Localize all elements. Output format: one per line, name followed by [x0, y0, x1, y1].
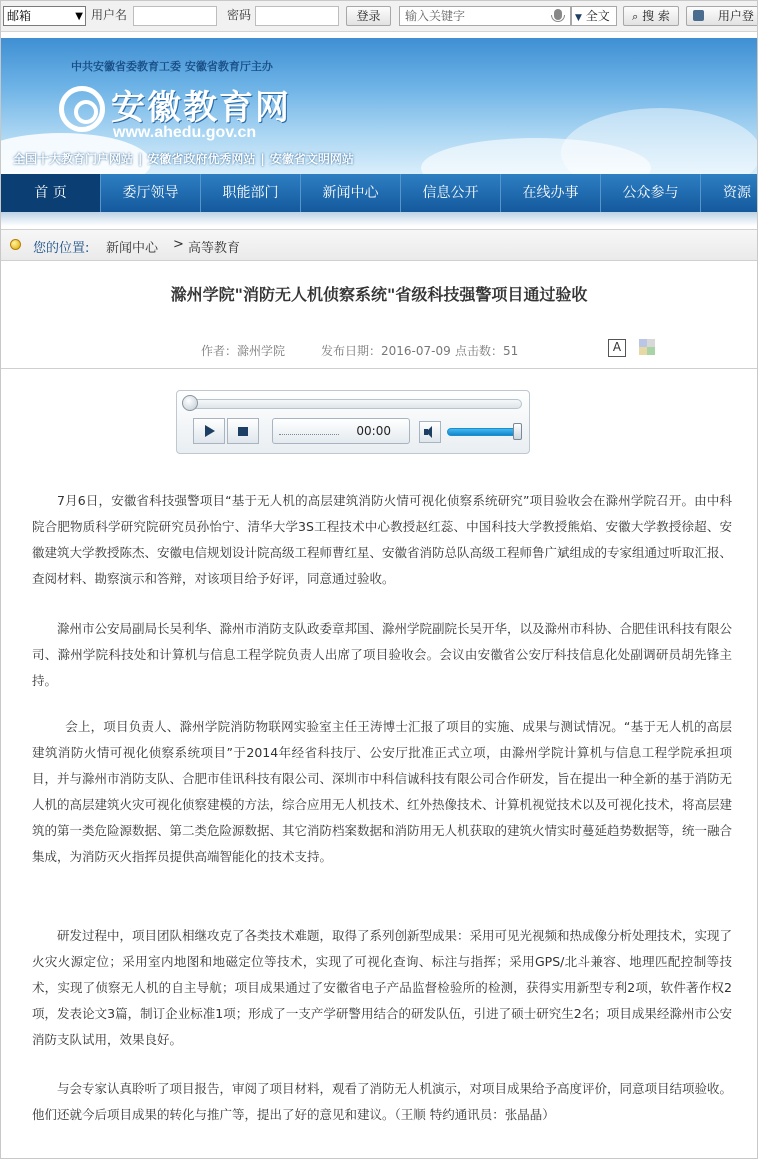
- breadcrumb-link-news[interactable]: 新闻中心: [106, 241, 159, 256]
- color-swatch: [647, 339, 655, 347]
- color-swatch: [639, 347, 647, 355]
- award-separator: |: [260, 152, 265, 166]
- time-display: [272, 418, 410, 444]
- user-icon: [693, 10, 704, 21]
- nav-item-online-services[interactable]: 在线办事: [501, 174, 601, 212]
- user-login-button[interactable]: [686, 6, 758, 26]
- dropdown-arrow-icon: ▼: [75, 11, 83, 22]
- article-paragraph: [32, 1076, 732, 1128]
- paragraph-text: 与会专家认真聆听了项目报告，审阅了项目材料，观看了消防无人机演示，对项目成果给予高度评价，同意项目结项验收。他们还就今后项目成果的转化与推广等，提出了好的意见和建议。（王顺 特约通讯员：张晶晶）: [32, 1081, 733, 1122]
- scope-select-value: 全文: [585, 9, 610, 23]
- dropdown-arrow-icon: ▼: [575, 13, 582, 23]
- article-paragraph: [32, 714, 732, 870]
- username-label: 用户名: [91, 8, 128, 22]
- award-list: [13, 150, 354, 167]
- site-banner: [1, 38, 757, 174]
- play-button[interactable]: [193, 418, 225, 444]
- nav-item-departments[interactable]: 职能部门: [201, 174, 301, 212]
- scope-select[interactable]: [571, 6, 617, 26]
- logo-text: 安徽教育网: [111, 88, 291, 128]
- progress-dots: [279, 434, 339, 435]
- stop-icon: [238, 427, 248, 436]
- article-date: 发布日期：2016-07-09: [321, 344, 451, 358]
- paragraph-text: 会上，项目负责人、滁州学院消防物联网实验室主任王涛博士汇报了项目的实施、成果与测试情况。“基于无人机的高层建筑消防火情可视化侦察系统项目”于2014年经省科技厅、公安厅批准正式立项，由滁州学院计算机与信息工程学院承担项目，并与滁州市消防支队、合肥市佳讯科技有限公司、深圳市中科信诚科技有限公司合作研发，旨在提出一种全新的基于消防无人机的高层建筑火灾可视化侦察建模的方法，综合应用无人机技术、红外热像技术、计算机视觉技术以及可视化技术，将高层建筑的第一类危险源数据、第二类危险源数据、其它消防档案数据和消防用无人机获取的建筑火情实时蔓延趋势数据等，统一融合集成，为消防灭火指挥员提供高端智能化的技术支持。: [32, 719, 733, 864]
- microphone-icon[interactable]: [554, 9, 562, 20]
- color-swatch: [639, 339, 647, 347]
- login-button[interactable]: 登录: [346, 6, 391, 26]
- play-icon: [205, 425, 215, 437]
- search-button-label: 搜 索: [642, 9, 670, 23]
- award-separator: |: [138, 152, 143, 166]
- audio-player: [176, 390, 530, 454]
- breadcrumb: [1, 229, 757, 261]
- article-clicks: 点击数：51: [455, 344, 519, 358]
- award-item: 全国十大教育门户网站: [13, 152, 134, 166]
- nav-item-participation[interactable]: 公众参与: [601, 174, 701, 212]
- mail-select-value: 邮箱: [7, 9, 32, 23]
- nav-item-leaders[interactable]: 委厅领导: [101, 174, 201, 212]
- paragraph-text: 滁州市公安局副局长吴利华、滁州市消防支队政委章邦国、滁州学院副院长吴开华，以及滁州市科协、合肥佳讯科技有限公司、滁州学院科技处和计算机与信息工程学院负责人出席了项目验收会。会议由安徽省公安厅科技信息化处副调研员胡先锋主持。: [32, 621, 733, 688]
- article-title: 滁州学院"消防无人机侦察系统"省级科技强警项目通过验收: [170, 285, 588, 304]
- search-placeholder: 输入关键字: [405, 9, 466, 23]
- font-size-icon[interactable]: A: [608, 339, 626, 357]
- volume-slider[interactable]: [447, 428, 521, 436]
- nav-item-news[interactable]: 新闻中心: [301, 174, 401, 212]
- article-paragraph: [32, 923, 732, 1053]
- password-label: 密码: [227, 8, 252, 22]
- logo-e-icon: [59, 86, 105, 132]
- color-scheme-icon[interactable]: [639, 339, 655, 355]
- paragraph-text: 研发过程中，项目团队相继攻克了各类技术难题，取得了系列创新型成果：采用可见光视频和热成像分析处理技术，实现了火灾火源定位；采用室内地图和地磁定位等技术，实现了可视化查询、标注与指挥；采用GPS/北斗兼容、地理匹配控制等技术，实现了侦察无人机的自主导航；项目成果通过了安徽省电子产品监督检验所的检测，获得实用新型专利2项，软件著作权2项，发表论文3篇，制订企业标准1项；形成了一支产学研警用结合的研发队伍，引进了硕士研究生2名；项目成果经滁州市公安消防支队试用，效果良好。: [32, 928, 733, 1047]
- sponsor-text: 中共安徽省委教育工委 安徽省教育厅主办: [71, 60, 273, 73]
- main-nav: [1, 174, 757, 212]
- nav-item-home[interactable]: 首 页: [1, 174, 101, 212]
- article-paragraph: [32, 488, 732, 592]
- breadcrumb-separator: >: [173, 237, 184, 252]
- password-input[interactable]: [255, 6, 339, 26]
- mail-select[interactable]: [3, 6, 86, 26]
- breadcrumb-link-higher-education[interactable]: 高等教育: [188, 241, 241, 256]
- article-author: 作者：滁州学院: [201, 344, 286, 358]
- color-swatch: [647, 347, 655, 355]
- search-button[interactable]: [623, 6, 679, 26]
- article-paragraph: [32, 616, 732, 694]
- nav-item-resources[interactable]: 资源: [723, 185, 751, 201]
- current-time: 00:00: [356, 424, 391, 438]
- seek-bar[interactable]: [188, 399, 522, 409]
- nav-item-disclosure[interactable]: 信息公开: [401, 174, 501, 212]
- stop-button[interactable]: [227, 418, 259, 444]
- banner-cloud: [561, 108, 757, 174]
- volume-handle[interactable]: [513, 423, 522, 440]
- user-login-label: 用户登: [717, 9, 754, 23]
- award-item: 安徽省政府优秀网站: [147, 152, 256, 166]
- volume-icon[interactable]: [419, 421, 441, 443]
- seek-handle[interactable]: [182, 395, 198, 411]
- header-divider: [1, 368, 757, 369]
- top-login-bar: [1, 1, 757, 32]
- search-input[interactable]: [399, 6, 571, 26]
- award-item: 安徽省文明网站: [269, 152, 354, 166]
- search-icon: ⌕: [632, 10, 639, 23]
- breadcrumb-dot-icon: [10, 239, 21, 250]
- paragraph-text: 7月6日，安徽省科技强警项目“基于无人机的高层建筑消防火情可视化侦察系统研究”项目验收会在滁州学院召开。由中科院合肥物质科学研究院研究员孙怡宁、清华大学3S工程技术中心教授赵红蕊、中国科技大学教授熊焰、安徽大学教授徐超、安徽建筑大学教授陈杰、安徽电信规划设计院高级工程师曹红星、安徽省消防总队高级工程师鲁广斌组成的专家组通过听取汇报、查阅材料、勘察演示和答辩，对该项目给予好评，同意通过验收。: [32, 493, 733, 586]
- breadcrumb-label: 您的位置:: [33, 241, 90, 256]
- username-input[interactable]: [133, 6, 217, 26]
- logo-url: www.ahedu.gov.cn: [113, 124, 257, 141]
- nav-shadow: [1, 212, 757, 226]
